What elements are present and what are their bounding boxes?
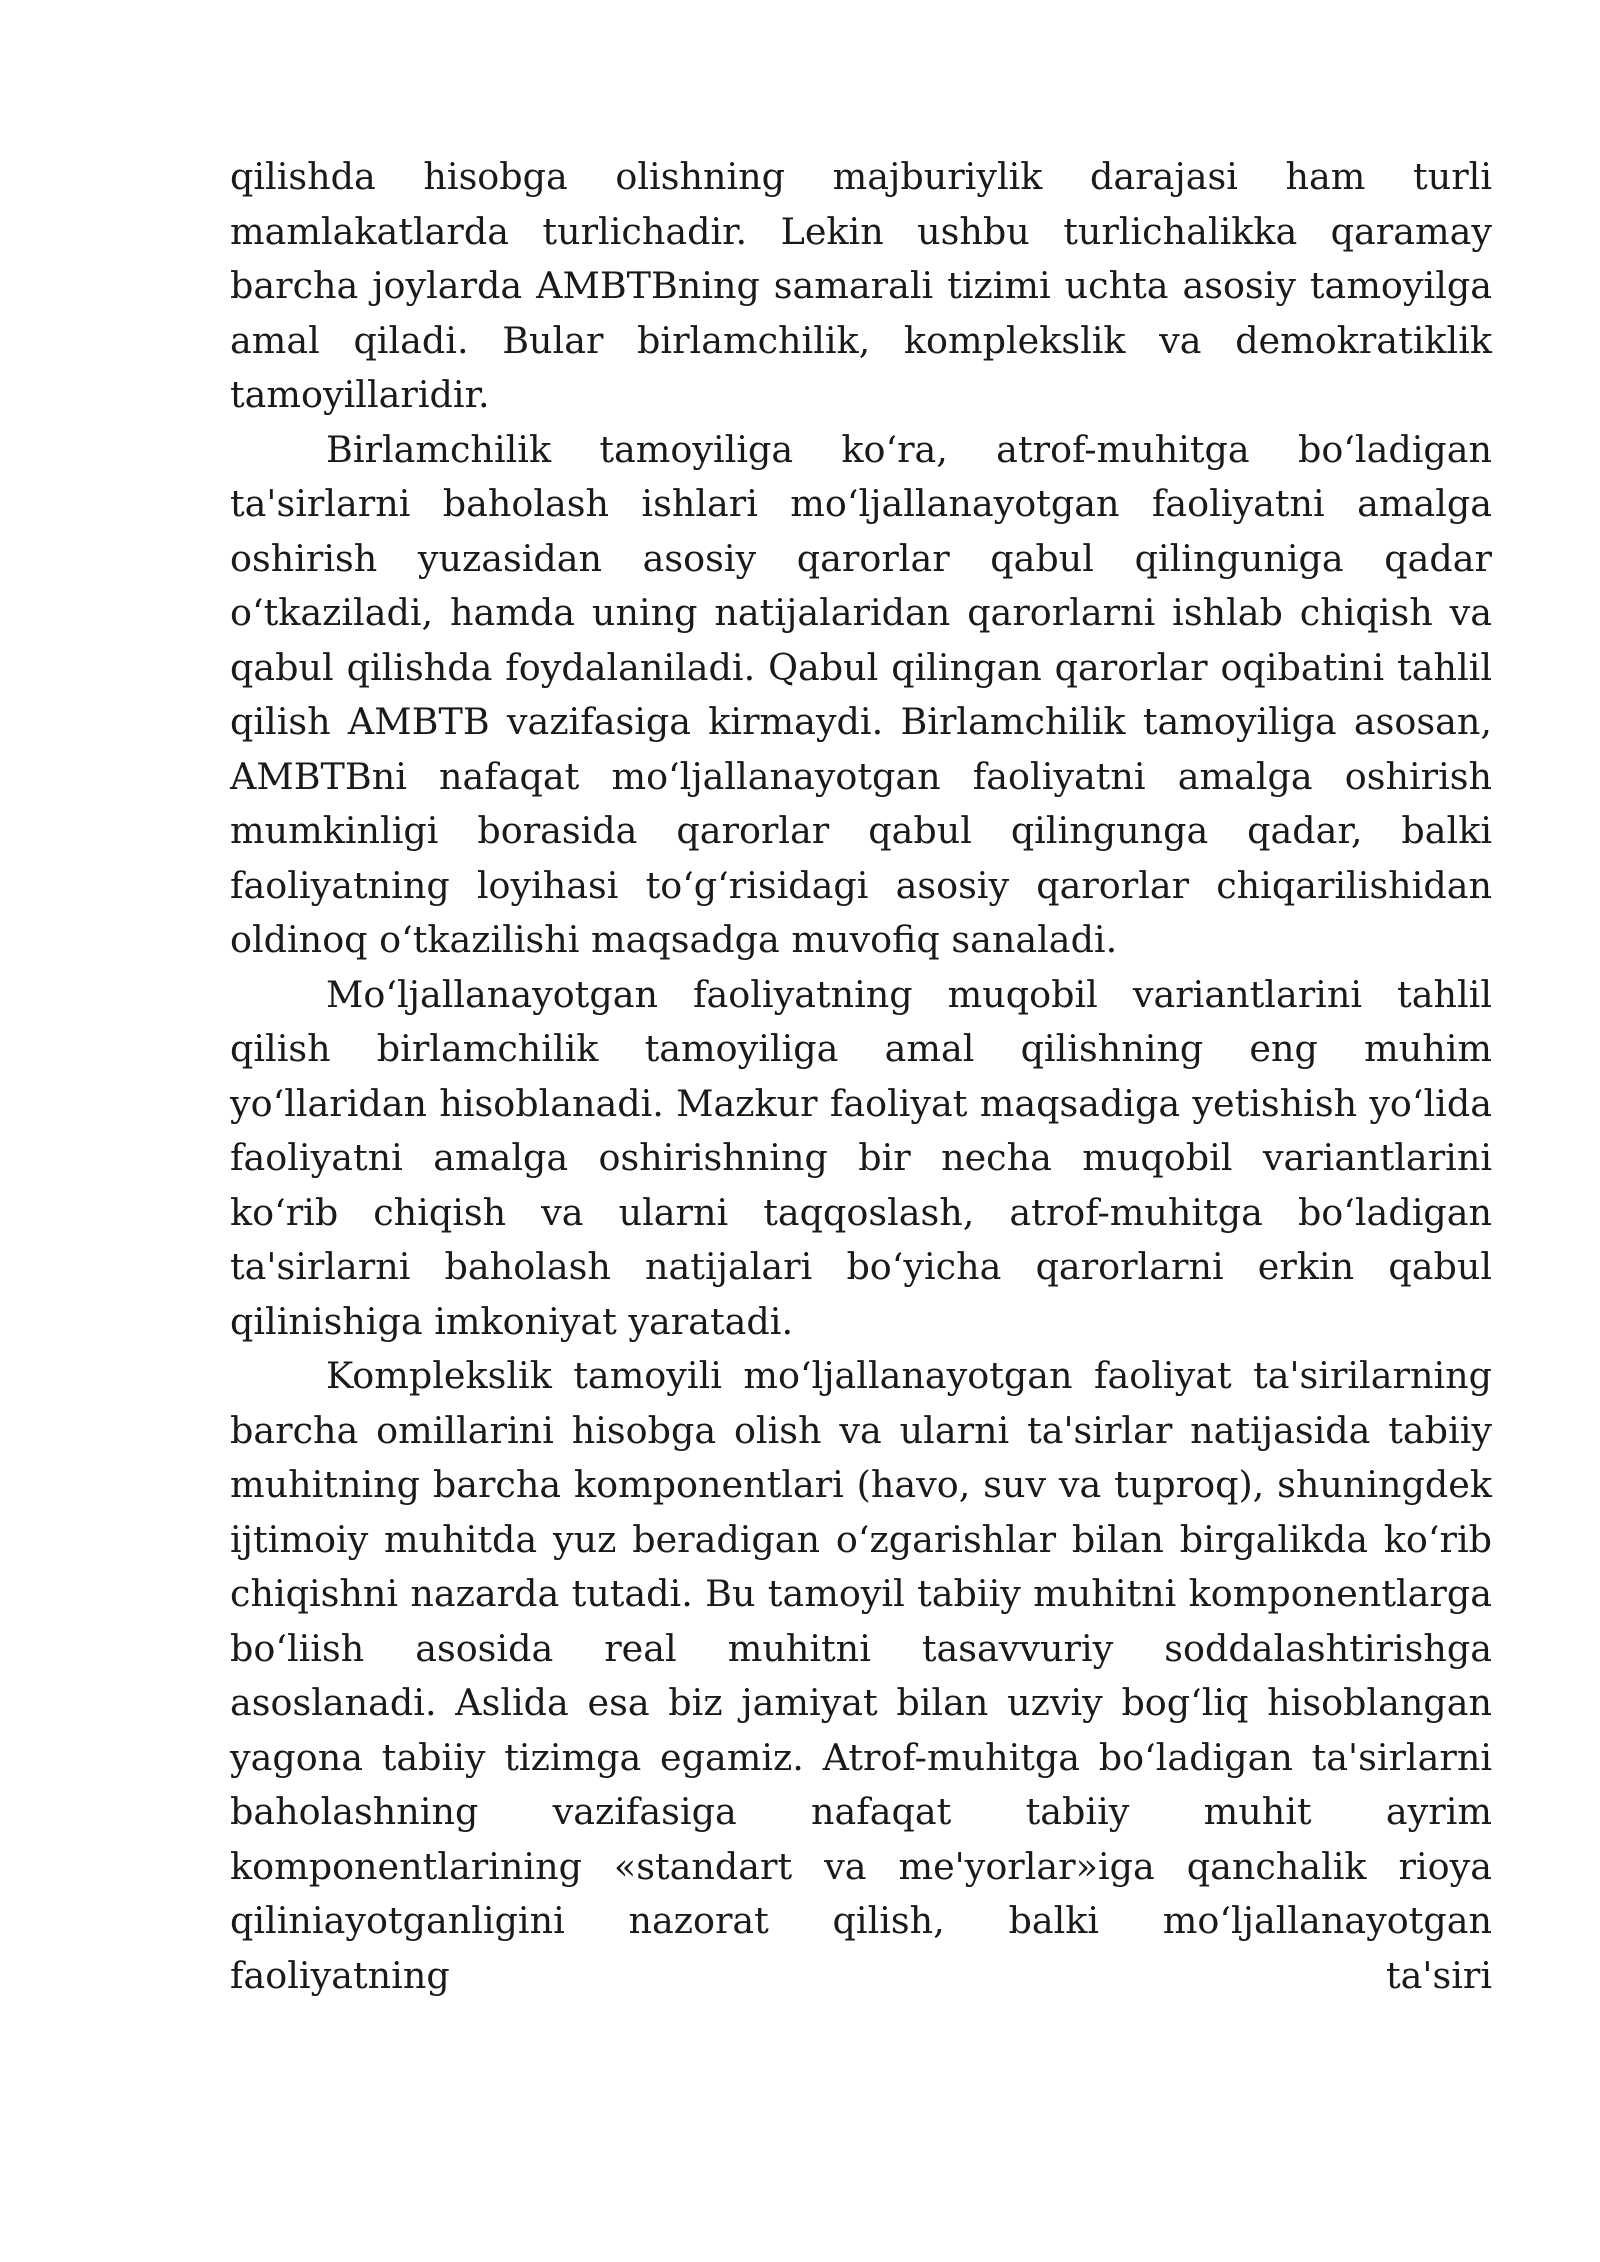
paragraph-2: Birlamchilik tamoyiliga koʻra, atrof-muhitga boʻladigan ta'sirlarni baholash ishlari moʻljallanayotgan faoliyatni amalga oshirish yuzasidan asosiy qarorlar qabul qilinguniga qadar oʻtkaziladi, hamda uning natijalaridan qarorlarni ishlab chiqish va qabul qilishda foydalaniladi. Qabul qilingan qarorlar oqibatini tahlil qilish AMBTB vazifasiga kirmaydi. Birlamchilik tamoyiliga asosan, AMBTBni nafaqat moʻljallanayotgan faoliyatni amalga oshirish mumkinligi borasida qarorlar qabul qilingunga qadar, balki faoliyatning loyihasi toʻgʻrisidagi asosiy qarorlar chiqarilishidan oldinoq oʻtkazilishi maqsadga muvofiq sanaladi. [230, 427, 1492, 961]
paragraph-4: Komplekslik tamoyili moʻljallanayotgan faoliyat ta'sirilarning barcha omillarini hisobga olish va ularni ta'sirlar natijasida tabiiy muhitning barcha komponentlari (havo, suv va tuproq), shuningdek ijtimoiy muhitda yuz beradigan oʻzgarishlar bilan birgalikda koʻrib chiqishni nazarda tutadi. Bu tamoyil tabiiy muhitni komponentlarga boʻliish asosida real muhitni tasavvuriy soddalashtirishga asoslanadi. Aslida esa biz jamiyat bilan uzviy bogʻliq hisoblangan yagona tabiiy tizimga egamiz. Atrof-muhitga boʻladigan ta'sirlarni baholashning vazifasiga nafaqat tabiiy muhit ayrim komponentlarining «standart va me'yorlar»iga qanchalik rioya qiliniayotganligini nazorat qilish, balki moʻljallanayotgan faoliyatning ta'siri [230, 1354, 1492, 1997]
document-page [230, 150, 1492, 2003]
paragraph-3: Moʻljallanayotgan faoliyatning muqobil variantlarini tahlil qilish birlamchilik tamoyiliga amal qilishning eng muhim yoʻllaridan hisoblanadi. Mazkur faoliyat maqsadiga yetishish yoʻlida faoliyatni amalga oshirishning bir necha muqobil variantlarini koʻrib chiqish va ularni taqqoslash, atrof-muhitga boʻladigan ta'sirlarni baholash natijalari boʻyicha qarorlarni erkin qabul qilinishiga imkoniyat yaratadi. [230, 972, 1492, 1343]
paragraph-1: qilishda hisobga olishning majburiylik darajasi ham turli mamlakatlarda turlichadir. Lekin ushbu turlichalikka qaramay barcha joylarda AMBTBning samarali tizimi uchta asosiy tamoyilga amal qiladi. Bular birlamchilik, komplekslik va demokratiklik tamoyillaridir. [230, 155, 1492, 416]
